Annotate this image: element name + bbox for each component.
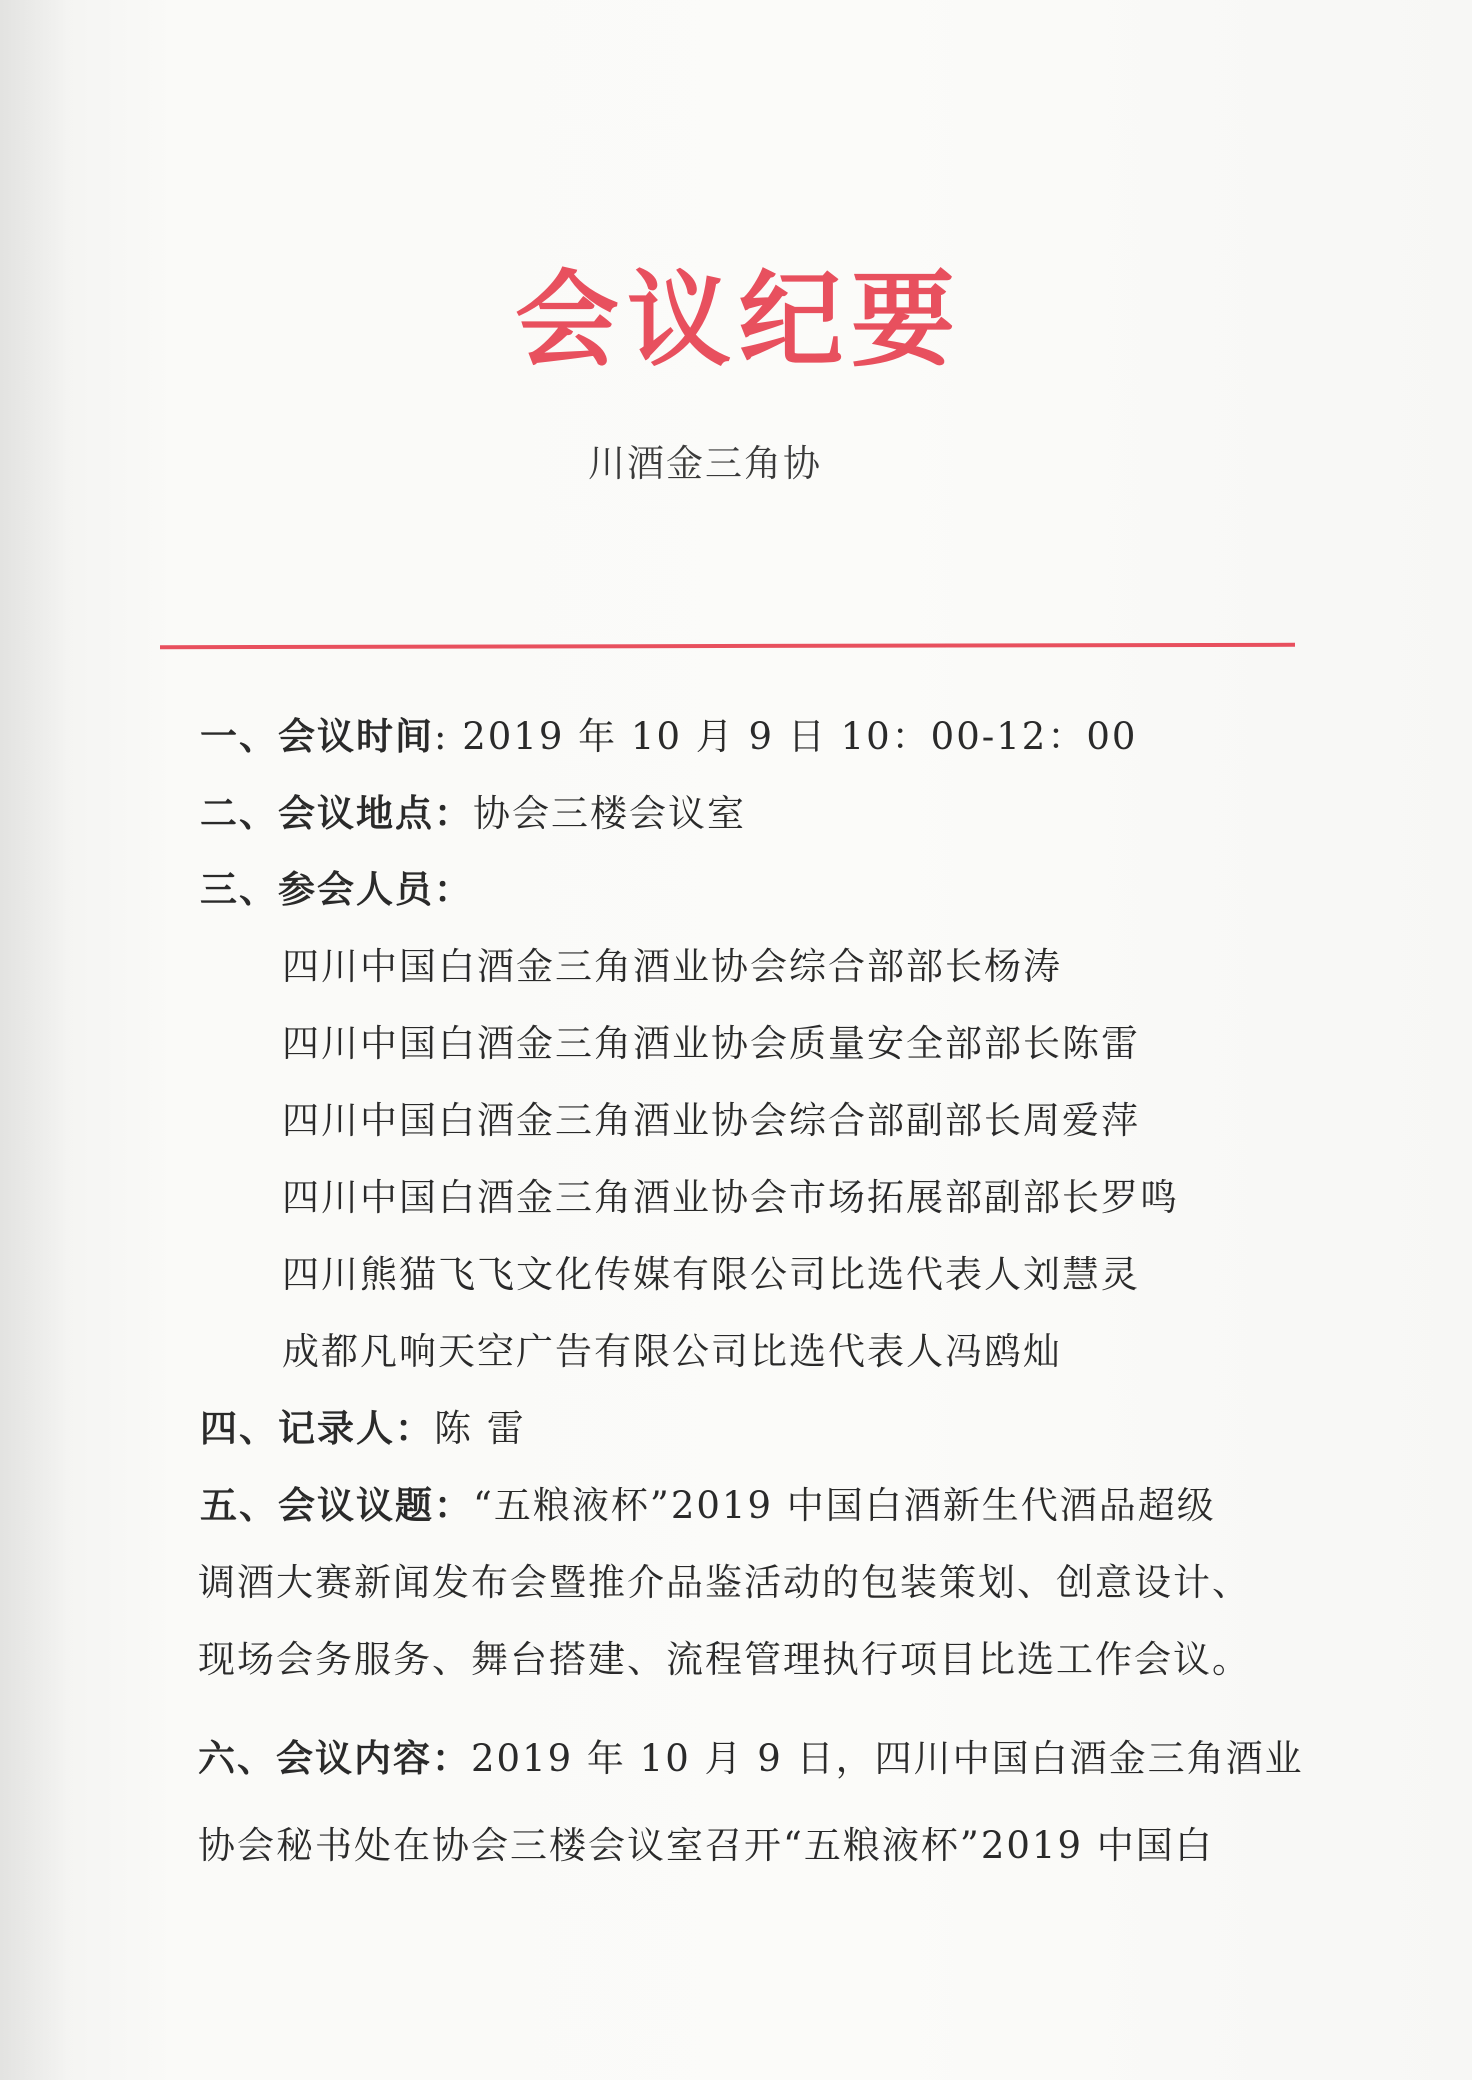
attendee-item: 四川中国白酒金三角酒业协会综合部副部长周爱萍 — [282, 1099, 1140, 1142]
recorder-value: 陈 雷 — [434, 1407, 526, 1450]
attendee-item: 成都凡响天空广告有限公司比选代表人冯鸥灿 — [282, 1330, 1062, 1373]
content-text-line-2: 协会秘书处在协会三楼会议室召开“五粮液杯”2019 中国白 — [198, 1824, 1214, 1867]
meeting-place-row — [200, 791, 746, 835]
attendees-label: 三、参会人员： — [200, 867, 473, 911]
attendee-item: 四川中国白酒金三角酒业协会综合部部长杨涛 — [282, 945, 1062, 988]
content-label: 六、会议内容： — [198, 1736, 471, 1780]
recorder-label: 四、记录人： — [200, 1406, 434, 1450]
attendee-item: 四川中国白酒金三角酒业协会质量安全部部长陈雷 — [282, 1022, 1140, 1065]
meeting-time-label: 一、会议时间 — [200, 714, 434, 758]
topic-row — [200, 1483, 1216, 1527]
attendees-label-row — [200, 867, 473, 911]
content-row — [198, 1736, 1304, 1780]
topic-text-line-2: 调酒大赛新闻发布会暨推介品鉴活动的包装策划、创意设计、 — [198, 1561, 1251, 1604]
topic-text-line-3: 现场会务服务、舞台搭建、流程管理执行项目比选工作会议。 — [198, 1638, 1251, 1681]
page-shadow — [0, 0, 70, 2080]
recorder-row — [200, 1406, 526, 1450]
document-title: 会议纪要 — [515, 259, 964, 381]
meeting-place-label: 二、会议地点： — [200, 791, 473, 835]
meeting-place-value: 协会三楼会议室 — [473, 792, 746, 835]
topic-text-line-1: “五粮液杯”2019 中国白酒新生代酒品超级 — [473, 1484, 1216, 1527]
content-text-line-1: 2019 年 10 月 9 日，四川中国白酒金三角酒业 — [471, 1737, 1304, 1780]
attendee-item: 四川中国白酒金三角酒业协会市场拓展部副部长罗鸣 — [282, 1176, 1179, 1219]
document-subtitle: 川酒金三角协 — [588, 442, 822, 485]
meeting-time-value: : 2019 年 10 月 9 日 10：00-12：00 — [434, 715, 1138, 758]
attendee-item: 四川熊猫飞飞文化传媒有限公司比选代表人刘慧灵 — [282, 1253, 1140, 1296]
red-divider-line — [160, 643, 1295, 649]
topic-label: 五、会议议题： — [200, 1483, 473, 1527]
meeting-time-row — [200, 714, 1138, 758]
